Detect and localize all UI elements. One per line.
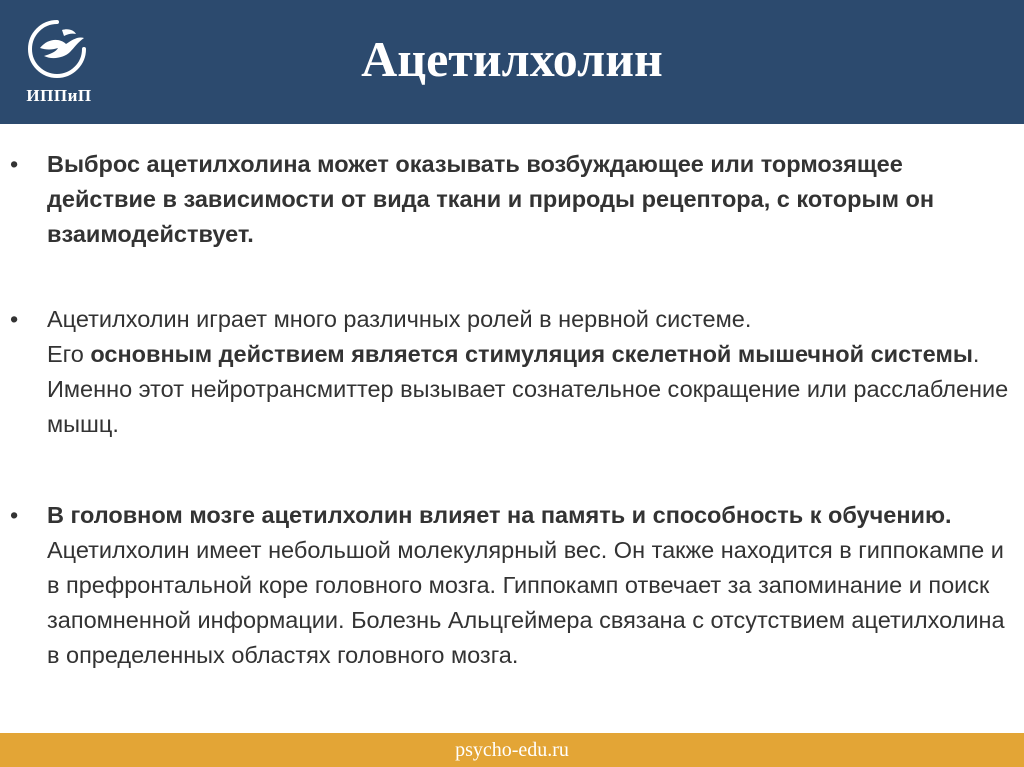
bullet-bold-text: В головном мозге ацетилхолин влияет на память и способность к обучению. [47,502,952,528]
bullet-bold-text: Выброс ацетилхолина может оказывать возбуждающее или тормозящее действие в зависимости от вида ткани и природы рецептора, с которым он взаимодействует. [47,151,935,247]
footer-bar [0,733,1024,767]
bullet-line: Ацетилхолин играет много различных ролей в нервной системе. [47,306,752,332]
bullet-suffix: . Именно этот нейротрансмиттер вызывает сознательное сокращение или расслабление мышц. [47,341,1009,437]
bullet-marker: • [10,502,19,528]
bullet-prefix: Его [47,341,91,367]
slide-content [0,140,1024,730]
bullet-text [47,498,1013,673]
bullet-bold-text: основным действием является стимуляция скелетной мышечной системы [90,341,973,367]
bullet-rest: Ацетилхолин имеет небольшой молекулярный вес. Он также находится в гиппокампе и в префронтальной коре головного мозга. Гиппокамп отвечает за запоминание и поиск запомненной информации. Болезнь Альцгеймера связана с отсутствием ацетилхолина в определенных областях головного мозга. [47,537,1005,668]
logo-text: ИППиП [26,86,92,105]
footer-url[interactable]: psycho-edu.ru [455,739,569,761]
header-bar [0,0,1024,124]
bullet-text [47,302,1013,442]
slide-title: Ацетилхолин [361,31,663,87]
bullet-text [47,147,1013,252]
bullet-marker: • [10,306,19,332]
bullet-marker: • [10,151,19,177]
